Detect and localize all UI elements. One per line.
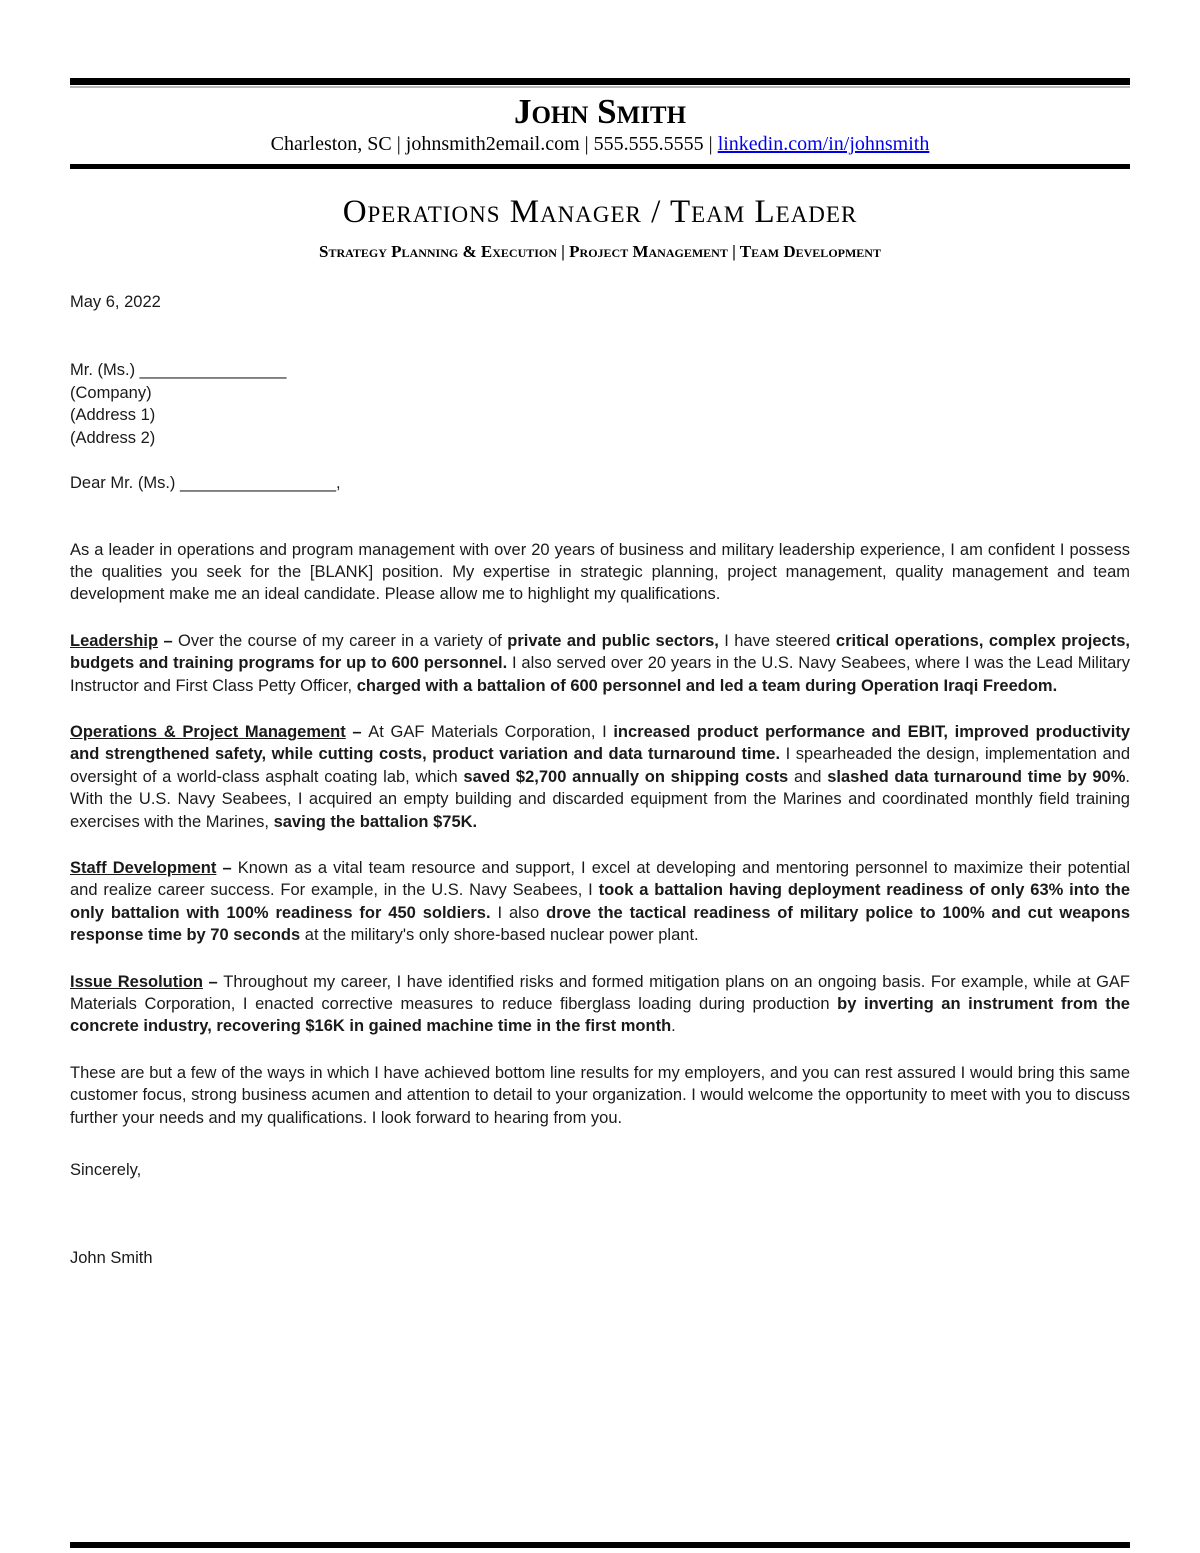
letterhead [70, 78, 1130, 169]
recipient-company-line: (Company) [70, 383, 152, 402]
recipient-address2-line: (Address 2) [70, 428, 156, 447]
top-rule [70, 78, 1130, 85]
body-paragraph-leadership: Leadership – Over the course of my career in a variety of private and public sectors, I have steered critical operations, complex projects, budgets and training programs for up to 600 personnel. I also served over 20 years in the U.S. Navy Seabees, where I was the Lead Military Instructor and First Class Petty Officer, charged with a battalion of 600 personnel and led a team during Operation Iraqi Freedom. [70, 631, 1130, 695]
signature-name: John Smith [70, 1249, 153, 1268]
footer-rule [70, 1542, 1130, 1548]
recipient-name-line: Mr. (Ms.) ________________ [70, 361, 287, 379]
letter-body [70, 539, 1130, 1130]
header-bottom-rule [70, 164, 1130, 169]
page-title: Operations Manager / Team Leader [342, 194, 858, 230]
recipient-block [70, 359, 1130, 449]
body-paragraph-intro: As a leader in operations and program management with over 20 years of business and military leadership experience, I am confident I possess the qualities you seek for the [BLANK] position. My expertise in strategic planning, project management, quality management and team development make me an ideal candidate. Please allow me to highlight my qualifications. [70, 540, 1130, 604]
top-rule-shadow [70, 86, 1130, 88]
body-paragraph-issue-resolution: Issue Resolution – Throughout my career, I have identified risks and formed mitigation plans on an ongoing basis. For example, while at GAF Materials Corporation, I enacted corrective measures to reduce fiberglass loading during production by inverting an instrument from the concrete industry, recovering $16K in gained machine time in the first month. [70, 972, 1130, 1036]
body-paragraph-closing: These are but a few of the ways in which I have achieved bottom line results for my employers, and you can rest assured I would bring this same customer focus, strong business acumen and attention to detail to your organization. I would welcome the opportunity to meet with you to discuss further your needs and my qualifications. I look forward to hearing from you. [70, 1063, 1130, 1127]
contact-separator: | [396, 133, 401, 155]
contact-phone: 555.555.5555 [593, 133, 704, 155]
letter-date: May 6, 2022 [70, 293, 161, 311]
body-paragraph-staff-development: Staff Development – Known as a vital team resource and support, I excel at developing and mentoring personnel to maximize their potential and realize career success. For example, in the U.S. Navy Seabees, I took a battalion having deployment readiness of only 63% into the only battalion with 100% readiness for 450 soldiers. I also drove the tactical readiness of military police to 100% and cut weapons response time by 70 seconds at the military's only shore-based nuclear power plant. [70, 858, 1131, 945]
salutation: Dear Mr. (Ms.) _________________, [70, 474, 341, 492]
contact-location: Charleston, SC [270, 133, 392, 155]
body-paragraph-operations: Operations & Project Management – At GAF Materials Corporation, I increased product performance and EBIT, improved productivity and strengthened safety, while cutting costs, product variation and data turnaround time. I spearheaded the design, implementation and oversight of a world-class asphalt coating lab, which saved $2,700 annually on shipping costs and slashed data turnaround time by 90%. With the U.S. Navy Seabees, I acquired an empty building and discarded equipment from the Marines and coordinated monthly field training exercises with the Marines, saving the battalion $75K. [70, 722, 1130, 831]
contact-line [70, 132, 1130, 157]
contact-separator: | [584, 133, 589, 155]
linkedin-link[interactable]: linkedin.com/in/johnsmith [717, 133, 930, 155]
closing-line: Sincerely, [70, 1161, 142, 1180]
contact-email: johnsmith2email.com [405, 133, 580, 155]
contact-separator: | [708, 133, 713, 155]
candidate-name: John Smith [513, 92, 687, 131]
page-subtitle: Strategy Planning & Execution | Project Management | Team Development [319, 242, 881, 261]
recipient-address1-line: (Address 1) [70, 406, 156, 424]
